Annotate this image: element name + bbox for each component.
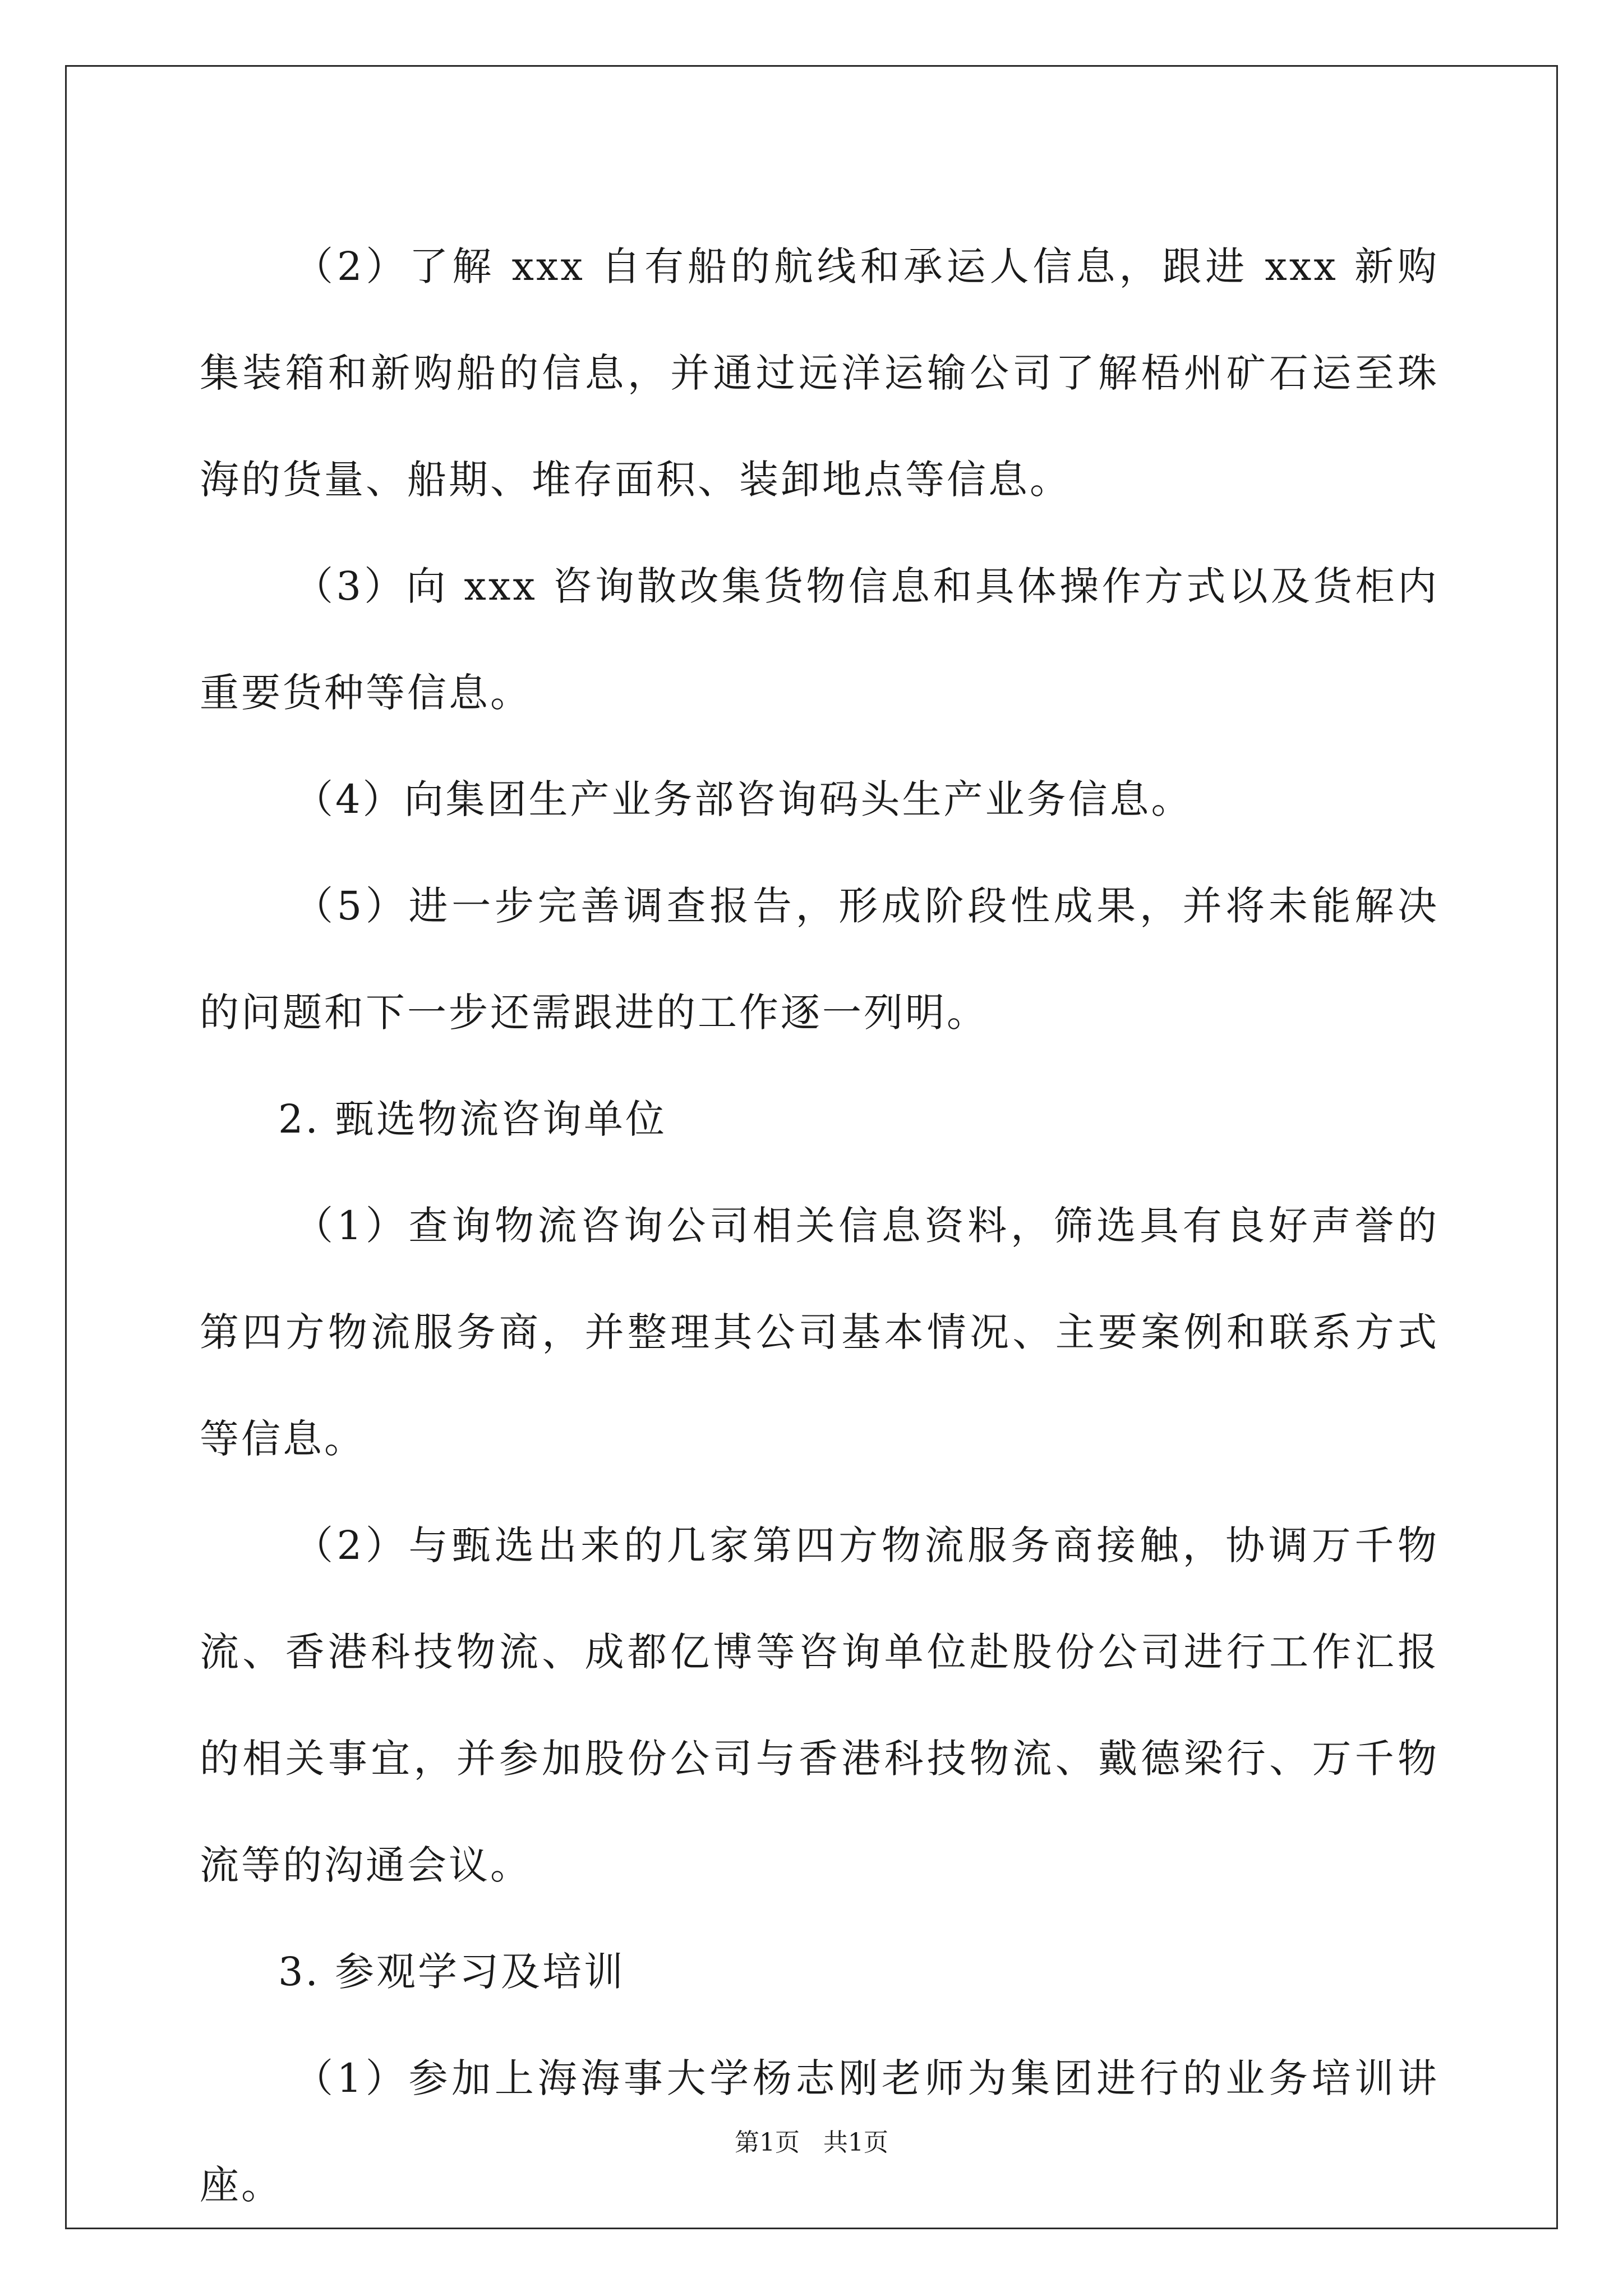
page-number-total: 共1页: [823, 2128, 888, 2157]
paragraph-item-3-bulk-to-container: （3）向 xxx 咨询散改集货物信息和具体操作方式以及货柜内重要货种等信息。: [200, 563, 1439, 716]
paragraph-item-1-training-lecture: （1）参加上海海事大学杨志刚老师为集团进行的业务培训讲座。: [200, 2055, 1439, 2208]
paragraph-item-2-shipping-info: （2）了解 xxx 自有船的航线和承运人信息，跟进 xxx 新购集装箱和新购船的信息，并通过远洋运输公司了解梧州矿石运至珠海的货量、船期、堆存面积、装卸地点等信息。: [200, 243, 1439, 503]
paragraph-item-4-terminal-production: （4）向集团生产业务部咨询码头生产业务信息。: [294, 776, 1193, 822]
page-footer: [0, 2126, 1623, 2160]
section-heading-training: 3. 参观学习及培训: [278, 1949, 626, 1995]
section-heading-consulting-selection: 2. 甄选物流咨询单位: [278, 1096, 667, 1142]
paragraph-item-1-consulting-search: （1）查询物流咨询公司相关信息资料，筛选具有良好声誉的第四方物流服务商，并整理其公司基本情况、主要案例和联系方式等信息。: [200, 1203, 1439, 1462]
paragraph-item-5-report: （5）进一步完善调查报告，形成阶段性成果，并将未能解决的问题和下一步还需跟进的工作逐一列明。: [200, 883, 1439, 1036]
page-number-current: 第1页: [735, 2128, 800, 2157]
paragraph-item-2-consulting-contact: （2）与甄选出来的几家第四方物流服务商接触，协调万千物流、香港科技物流、成都亿博等咨询单位赴股份公司进行工作汇报的相关事宜，并参加股份公司与香港科技物流、戴德梁行、万千物流等的沟通会议。: [200, 1522, 1439, 1888]
document-body: [200, 213, 1439, 2238]
